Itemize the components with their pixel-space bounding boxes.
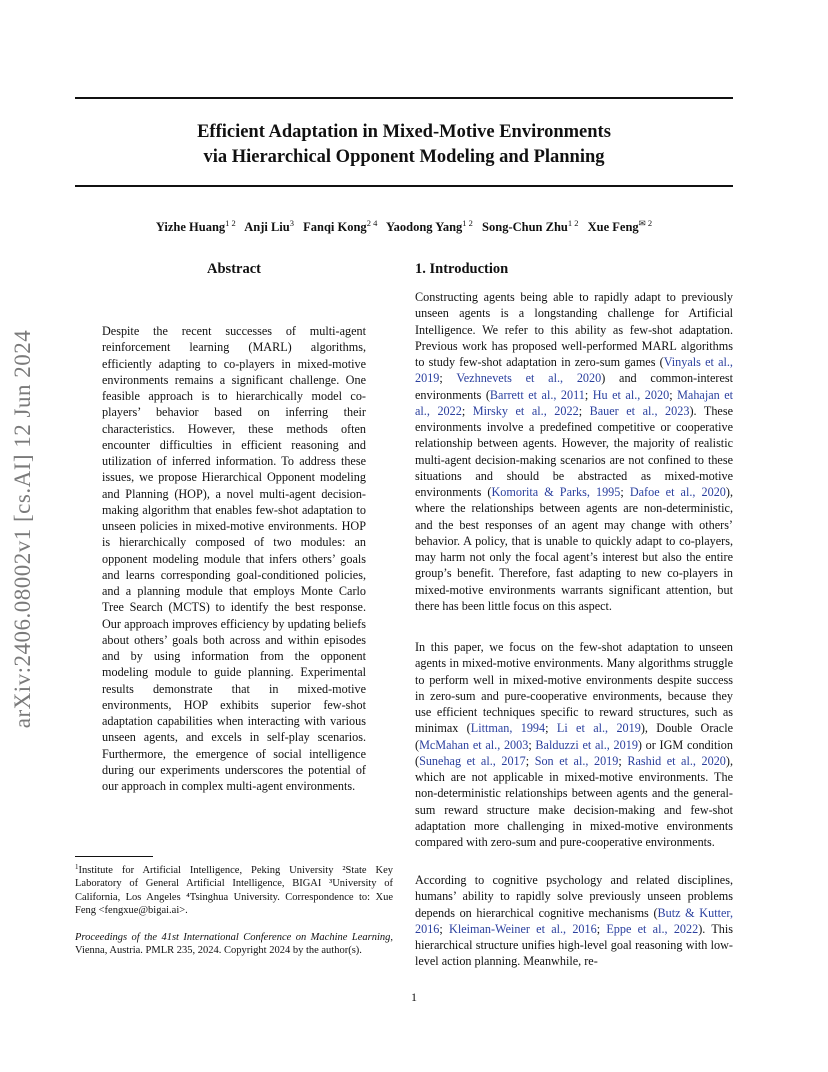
citation-link[interactable]: Barrett et al., 2011: [489, 387, 585, 402]
proceedings-note: [75, 931, 393, 958]
citation-link[interactable]: Balduzzi et al., 2019: [535, 737, 638, 752]
title-line-2: via Hierarchical Opponent Modeling and Planning: [203, 147, 605, 167]
citation-link[interactable]: Bauer et al., 2023: [589, 403, 690, 418]
citation-link[interactable]: Hu et al., 2020: [592, 387, 670, 402]
footnote-text: Institute for Artificial Intelligence, Peking University ²State Key Laboratory of General Artificial Intelligence, BIGAI ³University of California, Los Angeles ⁴Tsinghua University. Correspondence to: Xue Feng <fengxue@bigai.ai>.: [75, 865, 393, 917]
citation-link[interactable]: Kleiman-Weiner et al., 2016: [449, 921, 597, 936]
author: Xue Feng$^{✉ 2}$: [587, 218, 653, 234]
citation-link[interactable]: Komorita & Parks, 1995: [491, 485, 621, 499]
citation-link[interactable]: Rashid et al., 2020: [627, 753, 726, 768]
intro-paragraph-3: According to cognitive psychology and related disciplines, humans’ ability to rapidly solve previously unseen problems depends on hierarchical cognitive mechanisms (Butz & Kutter, 2016; Kleiman-Weiner et al., 2016; Eppe et al., 2022). This hierarchical structure unifies high-level goal reasoning with low-level action planning. Meanwhile, re-: [415, 873, 734, 969]
citation-link[interactable]: McMahan et al., 2003: [419, 737, 529, 752]
abstract-heading: Abstract: [207, 261, 261, 277]
citation-link[interactable]: Vinyals et al., 2019: [415, 355, 733, 386]
arxiv-identifier-stamp: [0, 0, 46, 1072]
page-number: 1: [411, 990, 417, 1004]
citation-link[interactable]: Eppe et al., 2022: [606, 921, 699, 936]
citation-link[interactable]: Vezhnevets et al., 2020: [456, 371, 602, 386]
title-rule-bottom: [75, 185, 733, 187]
citation-link[interactable]: Dafoe et al., 2020: [629, 485, 726, 499]
title-line-1: Efficient Adaptation in Mixed-Motive Environments: [197, 122, 611, 142]
author: Yizhe Huang$^{1 2}$: [155, 218, 236, 234]
author: Anji Liu$^3$: [244, 218, 294, 234]
citation-link[interactable]: Sunehag et al., 2017: [419, 753, 526, 768]
paper-title: [75, 120, 733, 170]
author: Yaodong Yang$^{1 2}$: [385, 218, 473, 234]
proceedings-venue: Proceedings of the 41st International Conference on Machine Learning: [75, 932, 391, 943]
proceedings-copyright: , Vienna, Austria. PMLR 235, 2024. Copyright 2024 by the author(s).: [75, 932, 393, 957]
author-list: [75, 214, 733, 236]
footnote-rule: [75, 856, 153, 857]
introduction-heading: 1. Introduction: [415, 261, 509, 277]
arxiv-stamp-text: arXiv:2406.08002v1 [cs.AI] 12 Jun 2024: [10, 329, 35, 729]
author: Fanqi Kong$^{2 4}$: [303, 218, 378, 234]
affiliation-footnote: [75, 861, 393, 918]
footnote-mark: 1: [75, 863, 79, 871]
author: Song-Chun Zhu$^{1 2}$: [482, 218, 579, 234]
citation-link[interactable]: Mirsky et al., 2022: [472, 403, 579, 418]
title-rule-top: [75, 97, 733, 99]
citation-link[interactable]: Li et al., 2019: [556, 721, 641, 736]
citation-link[interactable]: Butz & Kutter, 2016: [415, 905, 733, 936]
citation-link[interactable]: Littman, 1994: [470, 721, 546, 736]
citation-link[interactable]: Son et al., 2019: [534, 753, 619, 768]
citation-link[interactable]: Mahajan et al., 2022: [415, 387, 734, 418]
abstract-text: Despite the recent successes of multi-agent reinforcement learning (MARL) algorithms, efficiently adapting to co-players in mixed-motive environments remains a significant challenge. One feasible approach is to hierarchically model co-players’ behavior based on inferring their characteristics. However, these methods often encounter difficulties in efficient reasoning and utilization of inferred information. To address these issues, we propose Hierarchical Opponent modeling and Planning (HOP), a novel multi-agent decision-making algorithm that enables few-shot adaptation to unseen policies in mixed-motive environments. HOP is hierarchically composed of two modules: an opponent modeling module that infers others’ goals and learns corresponding goal-conditioned policies, and a planning module that employs Monte Carlo Tree Search (MCTS) to identify the best response. Our approach improves efficiency by updating beliefs about others’ goals both across and within episodes and by using information from the opponent modeling module to guide planning. Experimental results demonstrate that in mixed-motive environments, HOP exhibits superior few-shot adaptation capabilities when interacting with various unseen agents, and excels in self-play scenarios. Furthermore, the emergence of social intelligence during our experiments underscores the potential of our approach in complex multi-agent environments.: [102, 324, 366, 793]
intro-paragraph-1: Constructing agents being able to rapidly adapt to previously unseen agents is a longstanding challenge for Artificial Intelligence. We refer to this ability as few-shot adaptation. Previous work has proposed well-performed MARL algorithms to study few-shot adaptation in zero-sum games (Vinyals et al., 2019; Vezhnevets et al., 2020) and common-interest environments (Barrett et al., 2011; Hu et al., 2020; Mahajan et al., 2022; Mirsky et al., 2022; Bauer et al., 2023). These environments involve a predefined competitive or cooperative relationship between agents. However, the majority of realistic multi-agent decision-making scenarios are not confined to these situations and should be abstracted as mixed-motive environments (Komorita & Parks, 1995; Dafoe et al., 2020), where the relationships between agents are non-deterministic, and the best responses of an agent may change with others’ behavior. A policy, that is unable to quickly adapt to co-players, may harm not only the focal agent’s interest but also the entire group’s benefit. Therefore, fast adapting to new co-players in mixed-motive environments warrants significant attention, but there has been little focus on this aspect.: [415, 290, 734, 613]
intro-paragraph-2: In this paper, we focus on the few-shot adaptation to unseen agents in mixed-motive environments. Many algorithms struggle to perform well in mixed-motive environments despite success in zero-sum and pure-cooperative environments, because they use efficient techniques specific to reward structures, such as minimax (Littman, 1994; Li et al., 2019), Double Oracle (McMahan et al., 2003; Balduzzi et al., 2019) or IGM condition (Sunehag et al., 2017; Son et al., 2019; Rashid et al., 2020), which are not applicable in mixed-motive environments. The non-deterministic relationships between agents and the general-sum reward structure make decision-making and few-shot adaptation more challenging in mixed-motive environments compared with zero-sum and pure-cooperative environments.: [415, 640, 734, 849]
